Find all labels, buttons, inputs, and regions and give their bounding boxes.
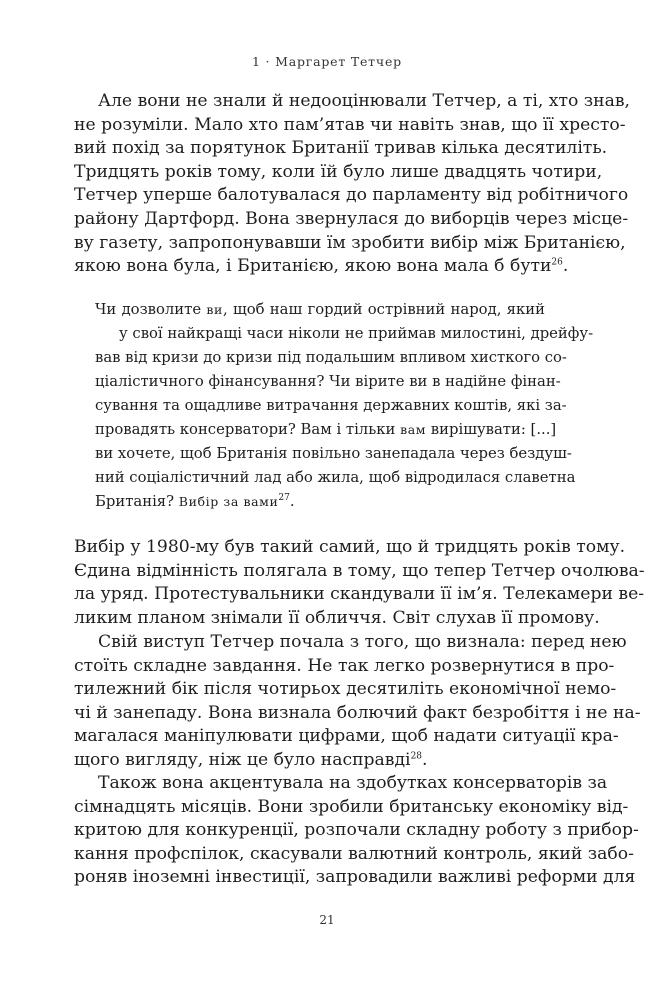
intro-paragraph xyxy=(74,90,631,279)
quote-line: ви хочете, щоб Британія повільно занепадала через бездуш- xyxy=(95,445,572,462)
text-line: якою вона була, і Британією, якою вона мала б бути xyxy=(74,256,552,277)
text-line: чі й занепаду. Вона визнала болючий факт безробіття і не на- xyxy=(74,702,641,723)
quote-line-last: Британія? Вибір за вами$^{27}$. xyxy=(95,493,295,510)
text-line: Тридцять років тому, коли їй було лише двадцять чотири, xyxy=(74,161,603,182)
text-line: ла уряд. Протестувальники скандували її ім’я. Телекамери ве- xyxy=(74,584,645,605)
text-line: не розуміли. Мало хто пам’ятав чи навіть знав, що її хресто- xyxy=(74,114,626,135)
text-line: Тетчер уперше балотувалася до парламенту від робітничого xyxy=(74,185,629,206)
text-line: ликим планом знімали її обличчя. Світ слухав її промову. xyxy=(74,607,600,628)
quote-line: ціалістичного фінансування? Чи вірите ви в надійне фінан- xyxy=(95,373,561,390)
footnote-ref-28: 28 xyxy=(410,751,423,762)
quote-line: провадять консерватори? Вам і тільки вам вирішувати: [...] xyxy=(95,421,557,438)
emphasis-you: вам xyxy=(400,422,427,437)
page-number: 21 xyxy=(319,913,335,927)
emphasis-you: ви xyxy=(206,302,223,317)
text-line: щого вигляду, ніж це було насправді xyxy=(74,749,411,770)
text-line: району Дартфорд. Вона звернулася до виборців через місце- xyxy=(74,208,629,229)
running-head: 1 · Маргарет Тетчер xyxy=(252,54,402,69)
text-line: кання профспілок, скасували валютний контроль, який забо- xyxy=(74,843,634,864)
paragraph-4 xyxy=(74,772,639,890)
text-line: Єдина відмінність полягала в тому, що тепер Тетчер очолюва- xyxy=(74,560,645,581)
quote-line: вав від кризи до кризи під подальшим впливом хисткого со- xyxy=(95,349,567,366)
footnote-ref-26: 26 xyxy=(551,257,563,268)
text-line: роняв іноземні інвестиції, запровадили важливі реформи для xyxy=(74,867,636,888)
quote-line: Чи дозволите ви, щоб наш гордий острівний народ, який xyxy=(95,301,545,318)
footnote-ref-27: 27 xyxy=(278,493,290,504)
text-line-last: якою вона була, і Британією, якою вона мала б бути$^{26}$. xyxy=(74,256,569,277)
text-line: сімнадцять місяців. Вони зробили британську економіку від- xyxy=(74,796,629,817)
paragraph-3 xyxy=(74,631,641,773)
text-line-last: щого вигляду, ніж це було насправді$^{28}$. xyxy=(74,749,428,770)
text-line: магалася маніпулювати цифрами, щоб надати ситуації кра- xyxy=(74,726,619,747)
block-quote xyxy=(95,298,594,514)
text-line: вий похід за порятунок Британії тривав кілька десятиліть. xyxy=(74,138,608,159)
quote-line: ний соціалістичний лад або жила, щоб відродилася славетна xyxy=(95,469,576,486)
text-line: Також вона акцентувала на здобутках консерваторів за xyxy=(98,773,608,793)
emphasis-choice: Вибір за вами xyxy=(178,494,279,509)
text-line: Вибір у 1980-му був такий самий, що й тридцять років тому. xyxy=(74,537,626,557)
text-line: Свій виступ Тетчер почала з того, що визнала: перед нею xyxy=(98,632,627,652)
paragraph-2 xyxy=(74,536,645,630)
text-line: критою для конкуренції, розпочали складну роботу з прибор- xyxy=(74,820,639,841)
quote-line: у свої найкращі часи ніколи не приймав милостині, дрейфу- xyxy=(119,325,594,342)
text-line: тилежний бік після чотирьох десятиліть економічної немо- xyxy=(74,679,617,700)
text-line: стоїть складне завдання. Не так легко розвернутися в про- xyxy=(74,655,615,676)
text-line: Але вони не знали й недооцінювали Тетчер, а ті, хто знав, xyxy=(98,91,631,111)
quote-line: сування та ощадливе витрачання державних коштів, які за- xyxy=(95,397,567,414)
text-line: ву газету, запропонувавши їм зробити вибір між Британією, xyxy=(74,232,626,253)
